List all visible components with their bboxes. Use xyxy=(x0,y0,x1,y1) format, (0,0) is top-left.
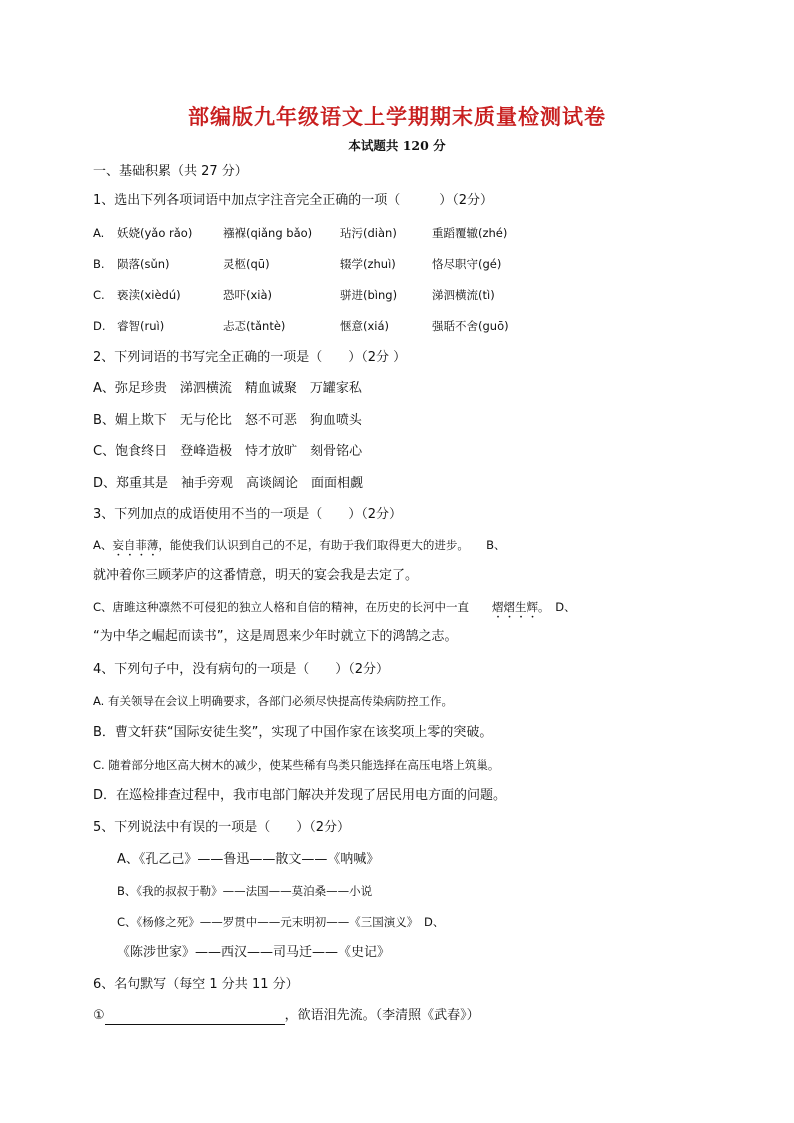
q6-item-number: ① xyxy=(93,1008,105,1023)
q2-option-a: A、弥足珍贵 涕泗横流 精血诚聚 万罐家私 xyxy=(93,381,362,396)
q1-c-item4: 涕泗横流(tì) xyxy=(432,288,495,302)
q1-a-letter: A. xyxy=(93,226,105,240)
q1-a-item2: 襁褓(qiǎng bǎo) xyxy=(223,226,313,240)
q1-a-item1: 妖娆(yǎo rǎo) xyxy=(117,226,193,240)
q3-a-idiom: 妄自菲薄 xyxy=(112,538,159,552)
q4-option-c: C. 随着部分地区高大树木的减少，使某些稀有鸟类只能选择在高压电塔上筑巢。 xyxy=(93,758,500,772)
q1-stem: 1、选出下列各项词语中加点字注音完全正确的一项（ ）（2分） xyxy=(93,193,494,208)
q6-item-text: ，欲语泪先流。（李清照《武春》） xyxy=(284,1008,480,1023)
q4-option-d: D．在巡检排查过程中，我市电部门解决并发现了居民用电方面的问题。 xyxy=(93,788,507,803)
q1-a-item3: 玷污(diàn) xyxy=(340,226,397,240)
q4-option-a: A. 有关领导在会议上明确要求，各部门必须尽快提高传染病防控工作。 xyxy=(93,694,453,708)
q1-d-item2: 忐忑(tǎntè) xyxy=(223,319,286,333)
q3-option-d: “为中华之崛起而读书”，这是周恩来少年时就立下的鸿鹄之志。 xyxy=(93,629,458,644)
q1-option-b xyxy=(93,255,713,275)
q1-c-letter: C. xyxy=(93,288,105,302)
q5-option-a: A、《孔乙己》——鲁迅——散文——《呐喊》 xyxy=(117,852,380,867)
q4-option-b: B．曹文轩获“国际安徒生奖”，实现了中国作家在该奖项上零的突破。 xyxy=(93,725,493,740)
q1-b-item2: 灵柩(qū) xyxy=(223,257,270,271)
q1-d-item4: 强聒不舍(guō) xyxy=(432,319,509,333)
q1-d-letter: D. xyxy=(93,319,106,333)
q3-c-idiom: 熠熠生辉 xyxy=(492,600,539,614)
q3-option-a xyxy=(93,536,506,559)
q2-option-c: C、饱食终日 登峰造极 恃才放旷 刻骨铭心 xyxy=(93,444,363,459)
q5-stem: 5、下列说法中有误的一项是（ ）（2分） xyxy=(93,820,351,835)
q1-b-item4: 恪尽职守(gé) xyxy=(432,257,502,271)
section-heading: 一、基础积累（共 27 分） xyxy=(93,164,248,179)
q1-option-a xyxy=(93,224,713,244)
q1-c-item2: 恐吓(xià) xyxy=(223,288,273,302)
q3-stem: 3、下列加点的成语使用不当的一项是（ ）（2分） xyxy=(93,507,403,522)
q1-option-d xyxy=(93,317,713,337)
q2-option-d: D、郑重其是 袖手旁观 高谈阔论 面面相觑 xyxy=(93,476,364,491)
q1-c-item3: 骈进(bìng) xyxy=(340,288,398,302)
answer-blank[interactable] xyxy=(105,1010,285,1025)
q4-stem: 4、下列句子中，没有病句的一项是（ ）（2分） xyxy=(93,662,390,677)
q5-option-c: C、《杨修之死》——罗贯中——元末明初——《三国演义》 D、 xyxy=(117,915,445,929)
q2-option-b: B、媚上欺下 无与伦比 怒不可恶 狗血喷头 xyxy=(93,413,362,428)
q1-option-c xyxy=(93,286,713,306)
q1-d-item3: 惬意(xiá) xyxy=(340,319,390,333)
q1-b-item1: 陨落(sǔn) xyxy=(117,257,170,271)
q6-stem: 6、名句默写（每空 1 分共 11 分） xyxy=(93,977,299,992)
q1-a-item4: 重蹈覆辙(zhé) xyxy=(432,226,508,240)
q1-c-item1: 亵渎(xièdú) xyxy=(117,288,181,302)
q3-c-prefix: C、唐雎这种凛然不可侵犯的独立人格和自信的精神，在历史的长河中一直 xyxy=(93,600,493,614)
q3-c-suffix: 。 D、 xyxy=(538,600,576,614)
q2-stem: 2、下列词语的书写完全正确的一项是（ ）（2分 ） xyxy=(93,350,407,365)
q3-a-suffix: ，能使我们认识到自己的不足，有助于我们取得更大的进步。 B、 xyxy=(158,538,506,552)
q1-b-letter: B. xyxy=(93,257,105,271)
q5-option-b: B、《我的叔叔于勒》——法国——莫泊桑——小说 xyxy=(117,884,373,898)
q3-option-c xyxy=(93,598,576,621)
exam-title: 部编版九年级语文上学期期末质量检测试卷 xyxy=(188,104,606,129)
q5-option-d: 《陈涉世家》——西汉——司马迁——《史记》 xyxy=(117,945,391,960)
exam-subtitle: 本试题共 120 分 xyxy=(348,138,446,153)
q3-a-prefix: A、 xyxy=(93,538,113,552)
q1-b-item3: 辍学(zhuì) xyxy=(340,257,396,271)
q6-item-1 xyxy=(93,1007,480,1025)
q1-d-item1: 睿智(ruì) xyxy=(117,319,165,333)
q3-option-b: 就冲着你三顾茅庐的这番情意，明天的宴会我是去定了。 xyxy=(93,568,419,583)
